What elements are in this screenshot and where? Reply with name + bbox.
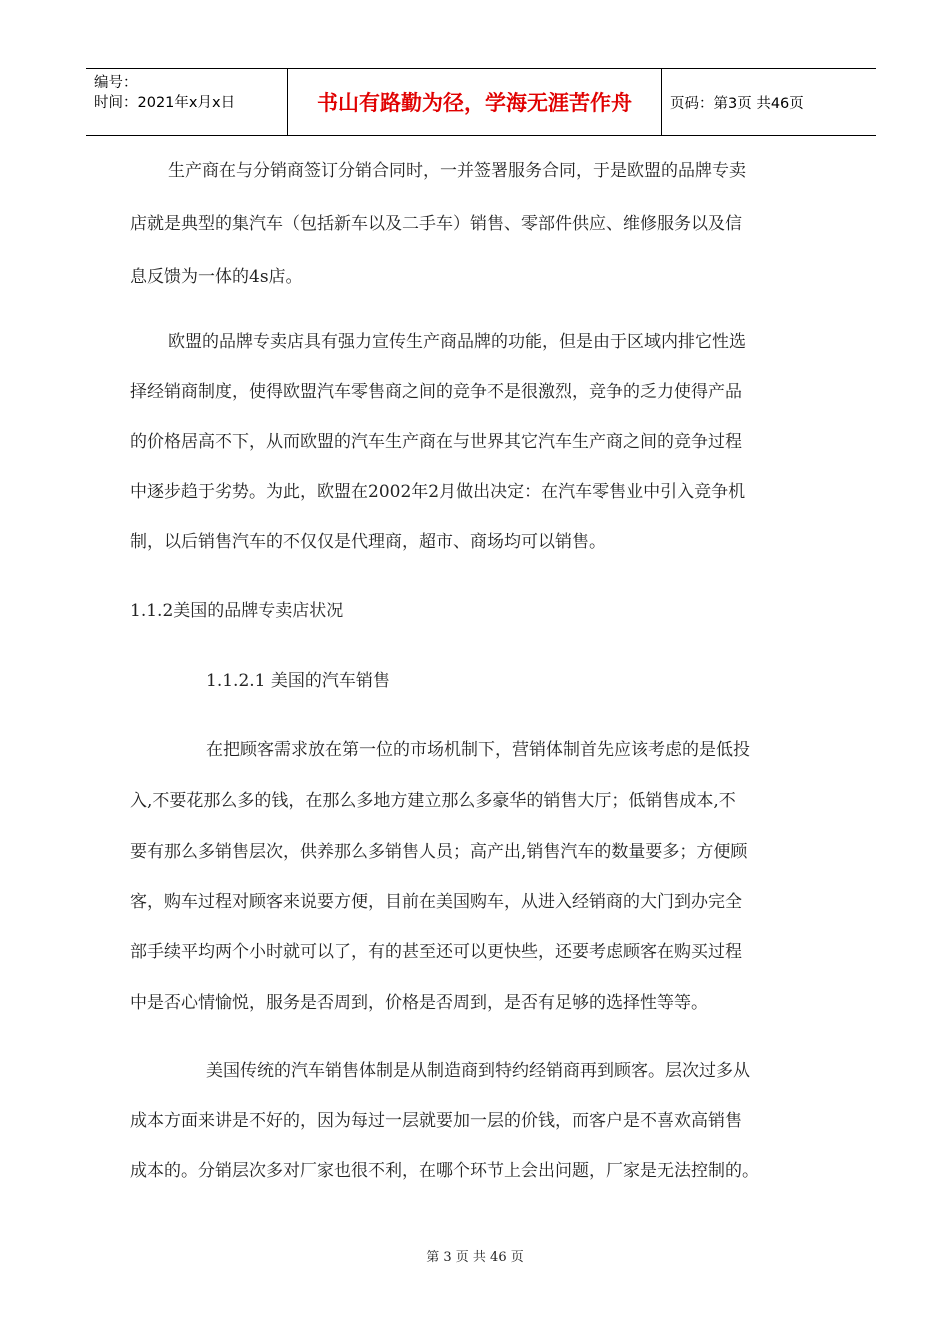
paragraph-line: 部手续平均两个小时就可以了，有的甚至还可以更快些，还要考虑顾客在购买过程	[130, 942, 742, 962]
paragraph-line: 的价格居高不下，从而欧盟的汽车生产商在与世界其它汽车生产商之间的竞争过程	[130, 432, 742, 452]
header-meta-cell	[86, 69, 288, 135]
paragraph-line: 息反馈为一体的4s店。	[130, 267, 303, 287]
header-motto-cell	[288, 69, 662, 135]
paragraph-line: 要有那么多销售层次，供养那么多销售人员；高产出,销售汽车的数量要多；方便顾	[130, 842, 748, 862]
paragraph-line: 在把顾客需求放在第一位的市场机制下，营销体制首先应该考虑的是低投	[206, 740, 750, 760]
page-info: 页码：第3页 共46页	[670, 95, 804, 112]
section-heading-text: 1.1.2美国的品牌专卖店状况	[130, 601, 344, 621]
header-table	[86, 68, 876, 136]
number-label: 编号：	[94, 75, 138, 91]
page-footer: 第 3 页 共 46 页	[426, 1250, 524, 1265]
paragraph-line: 成本的。分销层次多对厂家也很不利，在哪个环节上会出问题，厂家是无法控制的。	[130, 1161, 759, 1181]
paragraph-line: 美国传统的汽车销售体制是从制造商到特约经销商再到顾客。层次过多从	[206, 1061, 750, 1081]
paragraph-line: 客，购车过程对顾客来说要方便，目前在美国购车，从进入经销商的大门到办完全	[130, 892, 742, 912]
subsection-heading-text: 1.1.2.1 美国的汽车销售	[206, 671, 390, 691]
paragraph-line: 生产商在与分销商签订分销合同时，一并签署服务合同，于是欧盟的品牌专卖	[168, 161, 746, 181]
paragraph-line: 中逐步趋于劣势。为此，欧盟在2002年2月做出决定：在汽车零售业中引入竞争机	[130, 482, 746, 502]
time-label: 时间：2021年x月x日	[94, 95, 236, 111]
paragraph-line: 入,不要花那么多的钱，在那么多地方建立那么多豪华的销售大厅；低销售成本,不	[130, 791, 736, 811]
paragraph-line: 欧盟的品牌专卖店具有强力宣传生产商品牌的功能，但是由于区域内排它性选	[168, 332, 746, 352]
paragraph-line: 成本方面来讲是不好的，因为每过一层就要加一层的价钱，而客户是不喜欢高销售	[130, 1111, 742, 1131]
paragraph-line: 中是否心情愉悦，服务是否周到，价格是否周到，是否有足够的选择性等等。	[130, 993, 708, 1013]
paragraph-line: 店就是典型的集汽车（包括新车以及二手车）销售、零部件供应、维修服务以及信	[130, 214, 742, 234]
motto-text: 书山有路勤为径，学海无涯苦作舟	[317, 91, 632, 115]
header-page-cell	[662, 69, 876, 135]
paragraph-line: 制，以后销售汽车的不仅仅是代理商，超市、商场均可以销售。	[130, 532, 606, 552]
paragraph-line: 择经销商制度，使得欧盟汽车零售商之间的竞争不是很激烈，竞争的乏力使得产品	[130, 382, 742, 402]
